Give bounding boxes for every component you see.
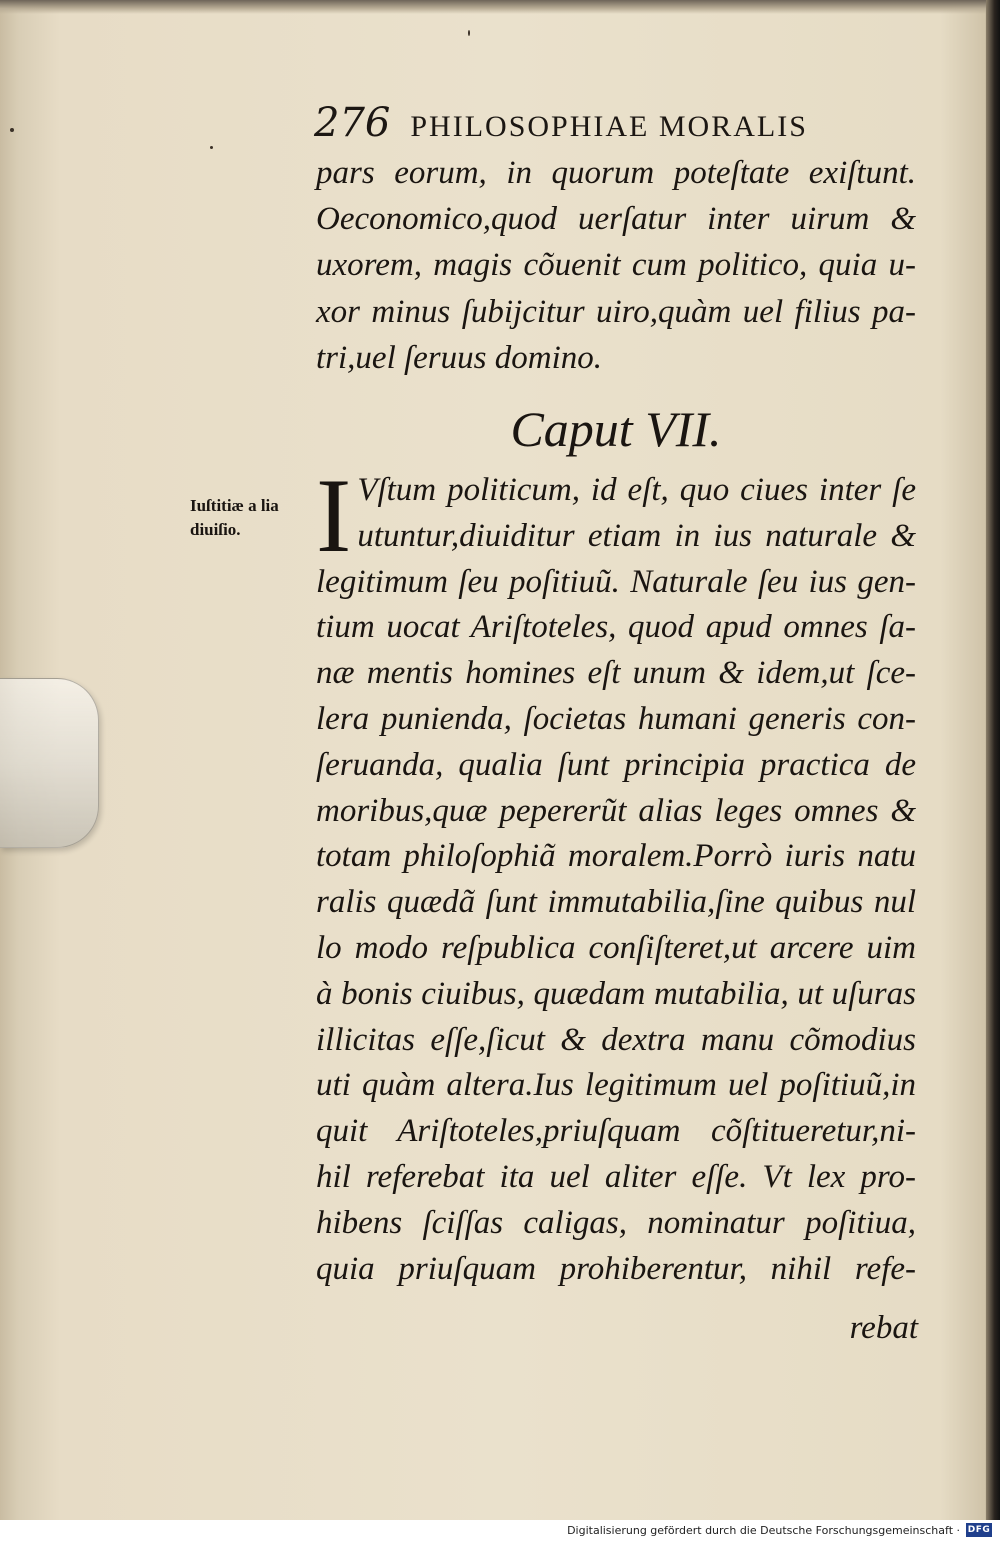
top-edge-shadow (0, 0, 1000, 14)
chapter-heading: Caput VII. (510, 401, 722, 457)
text-line: pars eorum, in quorum poteſtate exiſtunt. (316, 155, 916, 191)
text-line: legitimum ſeu poſitiuũ. Naturale ſeu ius gen- (316, 563, 916, 600)
dfg-logo-icon: DFG (967, 1525, 991, 1535)
text-line: illicitas eſſe,ſicut & dextra manu cõmodius (316, 1021, 916, 1058)
text-line: lo modo reſpublica conſiſteret,ut arcere uim (316, 929, 916, 966)
text-line: Oeconomico,quod uerſatur inter uirum & (316, 201, 916, 238)
text-line: hibens ſciſſas caligas, nominatur poſitiua, (316, 1204, 916, 1241)
text-line: utuntur,diuiditur etiam in ius naturale & (357, 517, 916, 554)
marginal-note (190, 494, 320, 542)
text-line: næ mentis homines eſt unum & idem,ut ſce- (316, 655, 916, 692)
digitization-footer (0, 1520, 1000, 1541)
text-line: ſeruanda, qualia ſunt principia practica de (316, 746, 916, 783)
text-line: xor minus ſubijcitur uiro,quàm uel filius pa- (316, 293, 916, 330)
marginal-note-line: diuiſio. (190, 520, 241, 539)
bookmark-tab (0, 678, 99, 848)
running-title: PHILOSOPHIAE MORALIS (410, 110, 808, 143)
text-line: lera punienda, ſocietas humani generis con- (316, 700, 916, 737)
folio-number: 276 (314, 100, 391, 146)
text-line: uxorem, magis cõuenit cum politico, quia u- (316, 247, 916, 284)
chapter-text (316, 457, 916, 1292)
text-line: Vſtum politicum, id eſt, quo ciues inter ſe (357, 472, 916, 508)
text-line: moribus,quæ pepererũt alias leges omnes & (316, 792, 916, 829)
book-spine-edge (986, 0, 1000, 1520)
text-line: quit Ariſtoteles,priuſquam cõſtitueretur,ni- (316, 1113, 916, 1150)
text-line: à bonis ciuibus, quædam mutabilia, ut uſuras (316, 975, 916, 1012)
text-line: ralis quædã ſunt immutabilia,ſine quibus nul (316, 884, 916, 921)
funding-credit: Digitalisierung gefördert durch die Deutsche Forschungsgemeinschaft · (567, 1524, 960, 1537)
paper-speck (210, 146, 213, 149)
text-line: totam philoſophiã moralem.Porrò iuris natu (316, 838, 916, 875)
text-line: tium uocat Ariſtoteles, quod apud omnes ſa- (316, 609, 916, 646)
text-line: quia priuſquam prohiberentur, nihil refe- (316, 1250, 916, 1287)
paper-speck (468, 30, 470, 36)
text-line: uti quàm altera.Ius legitimum uel poſitiuũ,in (316, 1067, 916, 1104)
page-header (314, 100, 894, 146)
text-line: hil referebat ita uel aliter eſſe. Vt lex pro- (316, 1158, 916, 1195)
drop-initial: I (316, 457, 352, 574)
text-line: tri,uel ſeruus domino. (316, 339, 602, 376)
paper-speck (10, 128, 14, 132)
catchword: rebat (849, 1310, 918, 1346)
marginal-note-line: Iuſtitiæ a lia (190, 496, 279, 515)
top-paragraph (316, 150, 916, 381)
